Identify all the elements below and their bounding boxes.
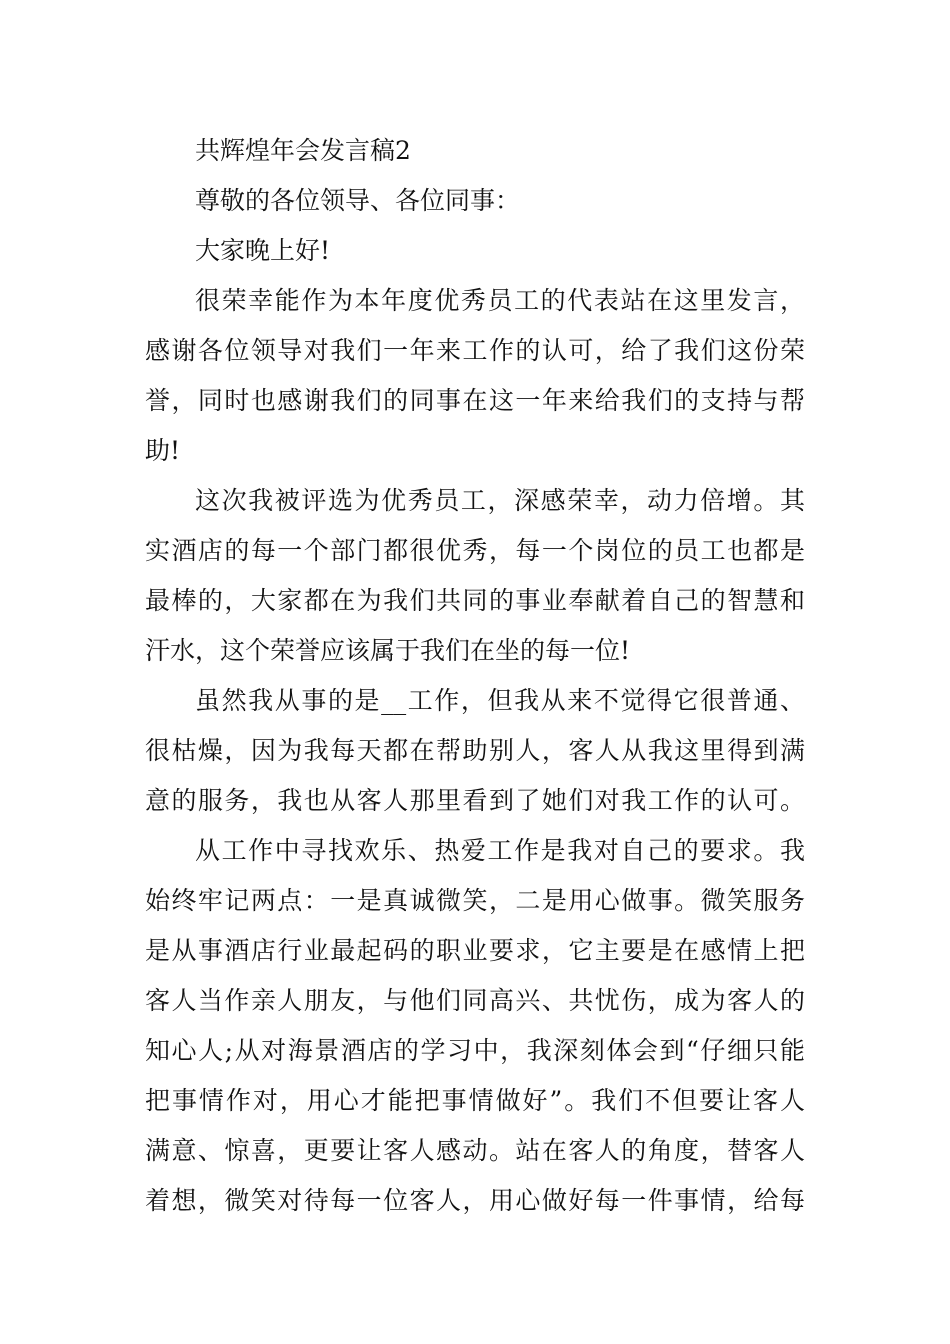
paragraph-line: 很枯燥，因为我每天都在帮助别人，客人从我这里得到满 — [145, 736, 805, 765]
paragraph-line: 从工作中寻找欢乐、热爱工作是我对自己的要求。我 — [195, 836, 805, 865]
paragraph-line: 把事情作对，用心才能把事情做好”。我们不但要让客人 — [145, 1086, 805, 1115]
paragraph-line: 满意、惊喜，更要让客人感动。站在客人的角度，替客人 — [145, 1136, 805, 1165]
paragraph-line: 实酒店的每一个部门都很优秀，每一个岗位的员工也都是 — [145, 536, 805, 565]
paragraph-line: 始终牢记两点：一是真诚微笑，二是用心做事。微笑服务 — [145, 886, 805, 915]
paragraph-line: 这次我被评选为优秀员工，深感荣幸，动力倍增。其 — [195, 486, 805, 515]
paragraph-line: 意的服务，我也从客人那里看到了她们对我工作的认可。 — [145, 786, 805, 815]
paragraph-line: 最棒的，大家都在为我们共同的事业奉献着自己的智慧和 — [145, 586, 805, 615]
paragraph-line: 很荣幸能作为本年度优秀员工的代表站在这里发言， — [195, 286, 805, 315]
paragraph-line: 知心人;从对海景酒店的学习中，我深刻体会到“仔细只能 — [145, 1036, 805, 1065]
paragraph-line: 虽然我从事的是__工作，但我从来不觉得它很普通、 — [195, 686, 805, 715]
greeting: 大家晚上好! — [195, 236, 331, 265]
paragraph-line: 助! — [145, 436, 181, 465]
paragraph-line: 着想，微笑对待每一位客人，用心做好每一件事情，给每 — [145, 1186, 805, 1215]
paragraph-line: 感谢各位领导对我们一年来工作的认可，给了我们这份荣 — [145, 336, 805, 365]
paragraph-line: 汗水，这个荣誉应该属于我们在坐的每一位! — [145, 636, 631, 665]
document-title: 共辉煌年会发言稿2 — [195, 136, 411, 165]
paragraph-line: 是从事酒店行业最起码的职业要求，它主要是在感情上把 — [145, 936, 805, 965]
salutation: 尊敬的各位领导、各位同事： — [195, 186, 521, 215]
paragraph-line: 客人当作亲人朋友，与他们同高兴、共忧伤，成为客人的 — [145, 986, 805, 1015]
paragraph-line: 誉，同时也感谢我们的同事在这一年来给我们的支持与帮 — [145, 386, 805, 415]
